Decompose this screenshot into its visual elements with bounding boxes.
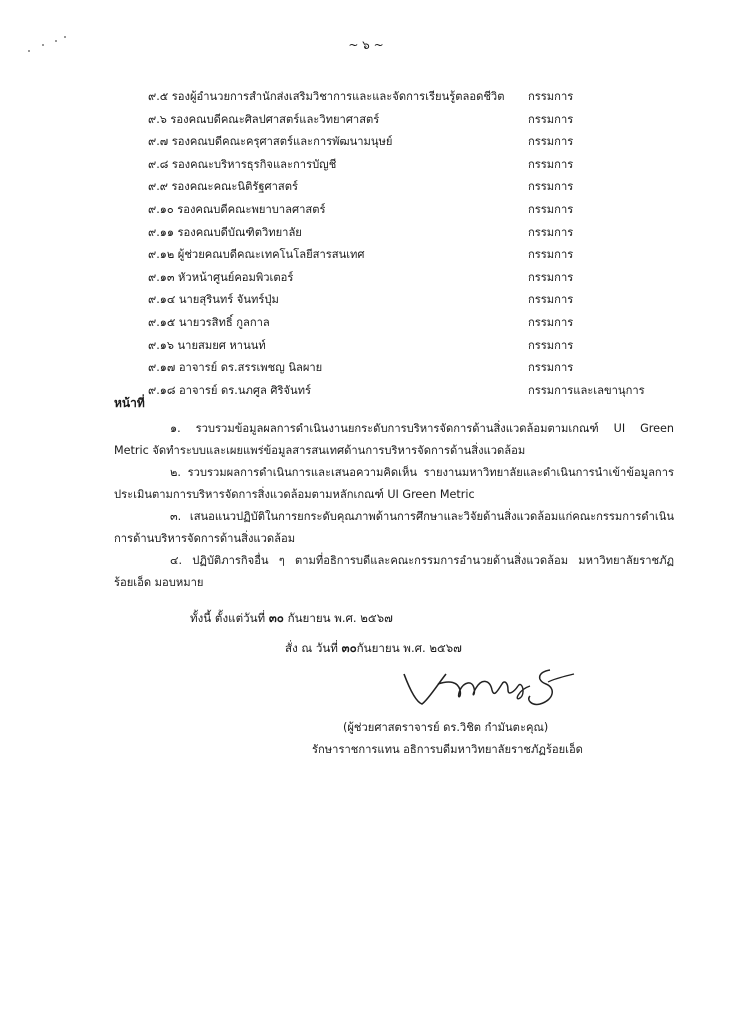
duty-item: ๔. ปฏิบัติภารกิจอื่น ๆ ตามที่อธิการบดีและคณะกรรมการอำนวยด้านสิ่งแวดล้อม มหาวิทยาลัยราชภัฏร้อยเอ็ด มอบหมาย <box>114 554 674 589</box>
effective-date-line <box>190 610 393 628</box>
member-name: ๙.๗ รองคณบดีคณะครุศาสตร์และการพัฒนามนุษย์ <box>148 135 393 149</box>
member-role: กรรมการ <box>528 202 574 216</box>
page-number: ~ ๖ ~ <box>348 38 384 52</box>
member-row <box>148 312 668 335</box>
effective-suffix: กันยายน พ.ศ. ๒๕๖๗ <box>287 611 393 625</box>
member-role: กรรมการ <box>528 112 574 126</box>
member-row <box>148 357 668 380</box>
member-row <box>148 222 668 245</box>
member-role: กรรมการ <box>528 135 574 149</box>
duties-list <box>114 418 674 594</box>
issued-day: ๓๐ <box>341 641 357 655</box>
member-role: กรรมการ <box>528 90 574 103</box>
member-role: กรรมการ <box>528 248 574 262</box>
member-name: ๙.๑๖ นายสมยศ หานนท์ <box>148 338 266 352</box>
issued-suffix: กันยายน พ.ศ. ๒๕๖๗ <box>356 641 462 655</box>
duty-item: ๓. เสนอแนวปฏิบัติในการยกระดับคุณภาพด้านการศึกษาและวิจัยด้านสิ่งแวดล้อมแก่คณะกรรมการดำเนินการด้านบริหารจัดการด้านสิ่งแวดล้อม <box>114 510 674 545</box>
member-row <box>148 176 668 199</box>
member-name: ๙.๑๓ หัวหน้าศูนย์คอมพิวเตอร์ <box>148 270 294 284</box>
duties-heading: หน้าที่ <box>114 396 145 410</box>
member-row <box>148 244 668 267</box>
effective-prefix: ทั้งนี้ ตั้งแต่วันที่ <box>190 611 266 625</box>
member-row <box>148 289 668 312</box>
member-name: ๙.๑๕ นายวรสิทธิ์ กูลกาล <box>148 315 270 329</box>
member-name: ๙.๖ รองคณบดีคณะศิลปศาสตร์และวิทยาศาสตร์ <box>148 112 380 126</box>
issued-date-line <box>285 640 462 658</box>
signer-title: รักษาราชการแทน อธิการบดีมหาวิทยาลัยราชภัฏร้อยเอ็ด <box>312 743 583 756</box>
member-row <box>148 131 668 154</box>
member-name: ๙.๑๑ รองคณบดีบัณฑิตวิทยาลัย <box>148 225 302 239</box>
member-row <box>148 154 668 177</box>
member-role: กรรมการ <box>528 293 574 307</box>
member-name: ๙.๙ รองคณะคณะนิติรัฐศาสตร์ <box>148 180 299 194</box>
member-role: กรรมการ <box>528 315 574 329</box>
member-name: ๙.๑๒ ผู้ช่วยคณบดีคณะเทคโนโลยีสารสนเทศ <box>148 248 365 262</box>
member-row <box>148 86 668 109</box>
member-row <box>148 335 668 358</box>
signature-mark <box>398 660 578 716</box>
member-role: กรรมการ <box>528 180 574 194</box>
member-row <box>148 109 668 132</box>
member-name: ๙.๑๔ นายสุรินทร์ จันทร์ปุ่ม <box>148 293 279 307</box>
committee-member-list <box>148 86 668 402</box>
member-row <box>148 380 668 403</box>
member-name: ๙.๕ รองผู้อำนวยการสำนักส่งเสริมวิชาการและและจัดการเรียนรู้ตลอดชีวิต <box>148 90 505 103</box>
signer-name: (ผู้ช่วยศาสตราจารย์ ดร.วิชิต กำมันตะคุณ) <box>343 721 549 734</box>
effective-day: ๓๐ <box>268 611 284 625</box>
member-role: กรรมการ <box>528 361 574 375</box>
member-role: กรรมการและเลขานุการ <box>528 383 645 397</box>
member-role: กรรมการ <box>528 270 574 284</box>
member-role: กรรมการ <box>528 157 574 171</box>
member-name: ๙.๑๘ อาจารย์ ดร.นภศูล ศิริจันทร์ <box>148 383 312 397</box>
member-name: ๙.๑๐ รองคณบดีคณะพยาบาลศาสตร์ <box>148 202 326 216</box>
duty-item: ๒. รวบรวมผลการดำเนินการและเสนอความคิดเห็น รายงานมหาวิทยาลัยและดำเนินการนำเข้าข้อมูลการประเมินตามการบริหารจัดการสิ่งแวดล้อมตามหลักเกณฑ์ UI Green Metric <box>114 466 674 501</box>
member-name: ๙.๘ รองคณะบริหารธุรกิจและการบัญชี <box>148 157 337 171</box>
issued-prefix: สั่ง ณ วันที่ <box>285 641 338 655</box>
member-row <box>148 267 668 290</box>
duty-item: ๑. รวบรวมข้อมูลผลการดำเนินงานยกระดับการบริหารจัดการด้านสิ่งแวดล้อมตามเกณฑ์ UI Green Metric จัดทำระบบและเผยแพร่ข้อมูลสารสนเทศด้านการบริหารจัดการด้านสิ่งแวดล้อม <box>114 422 674 457</box>
member-role: กรรมการ <box>528 225 574 239</box>
member-role: กรรมการ <box>528 338 574 352</box>
member-row <box>148 199 668 222</box>
member-name: ๙.๑๗ อาจารย์ ดร.สรรเพชญ นิลผาย <box>148 361 323 375</box>
